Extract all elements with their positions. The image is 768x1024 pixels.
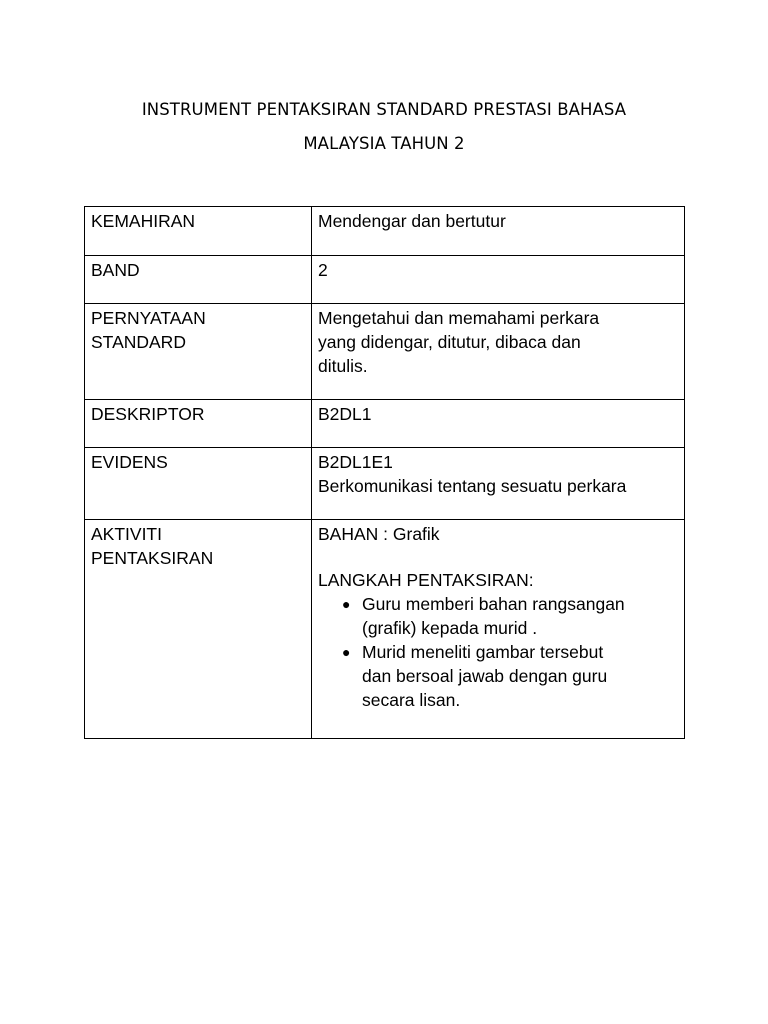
table-row-pernyataan-standard [85, 304, 685, 400]
pernyataan-value-line-3: ditulis. [318, 356, 368, 376]
spacer [318, 546, 678, 568]
pernyataan-label-line-1: PERNYATAAN [91, 308, 206, 328]
bullet-icon: ● [342, 596, 351, 612]
label-cell [85, 207, 312, 256]
pernyataan-label-line-2: STANDARD [91, 332, 186, 352]
langkah-heading: LANGKAH PENTAKSIRAN: [318, 570, 534, 590]
pernyataan-value-line-1: Mengetahui dan memahami perkara [318, 308, 600, 328]
step-1-line-2: (grafik) kepada murid . [362, 618, 538, 638]
table-row-deskriptor [85, 400, 685, 448]
step-2-line-2: dan bersoal jawab dengan guru [362, 666, 608, 686]
table-row-kemahiran [85, 207, 685, 256]
evidens-label: EVIDENS [91, 452, 168, 472]
step-1-line-1: Guru memberi bahan rangsangan [362, 594, 625, 614]
step-2-line-3: secara lisan. [362, 690, 461, 710]
steps-list [318, 592, 678, 712]
bahan-text: BAHAN : Grafik [318, 524, 440, 544]
table-row-evidens [85, 448, 685, 520]
label-cell [85, 304, 312, 400]
value-cell [312, 304, 685, 400]
pernyataan-value-line-2: yang didengar, ditutur, dibaca dan [318, 332, 581, 352]
label-cell [85, 520, 312, 739]
deskriptor-value: B2DL1 [318, 404, 372, 424]
kemahiran-value: Mendengar dan bertutur [318, 211, 506, 231]
table-row-band [85, 256, 685, 304]
value-cell [312, 256, 685, 304]
value-cell [312, 207, 685, 256]
aktiviti-label-line-2: PENTAKSIRAN [91, 548, 214, 568]
list-item [342, 592, 678, 640]
value-cell [312, 520, 685, 739]
table-row-aktiviti-pentaksiran [85, 520, 685, 739]
evidens-description: Berkomunikasi tentang sesuatu perkara [318, 476, 627, 496]
aktiviti-label-line-1: AKTIVITI [91, 524, 162, 544]
band-label: BAND [91, 260, 140, 280]
value-cell [312, 400, 685, 448]
label-cell [85, 256, 312, 304]
label-cell [85, 448, 312, 520]
list-item [342, 640, 678, 712]
kemahiran-label: KEMAHIRAN [91, 211, 196, 231]
assessment-table [84, 206, 685, 739]
deskriptor-label: DESKRIPTOR [91, 404, 205, 424]
value-cell [312, 448, 685, 520]
bullet-icon: ● [342, 644, 351, 660]
band-value: 2 [318, 260, 328, 280]
title-line-1: INSTRUMENT PENTAKSIRAN STANDARD PRESTASI BAHASA [141, 100, 627, 119]
title-line-2: MALAYSIA TAHUN 2 [303, 134, 465, 153]
document-title [0, 93, 768, 161]
evidens-code: B2DL1E1 [318, 452, 393, 472]
label-cell [85, 400, 312, 448]
step-2-line-1: Murid meneliti gambar tersebut [362, 642, 604, 662]
